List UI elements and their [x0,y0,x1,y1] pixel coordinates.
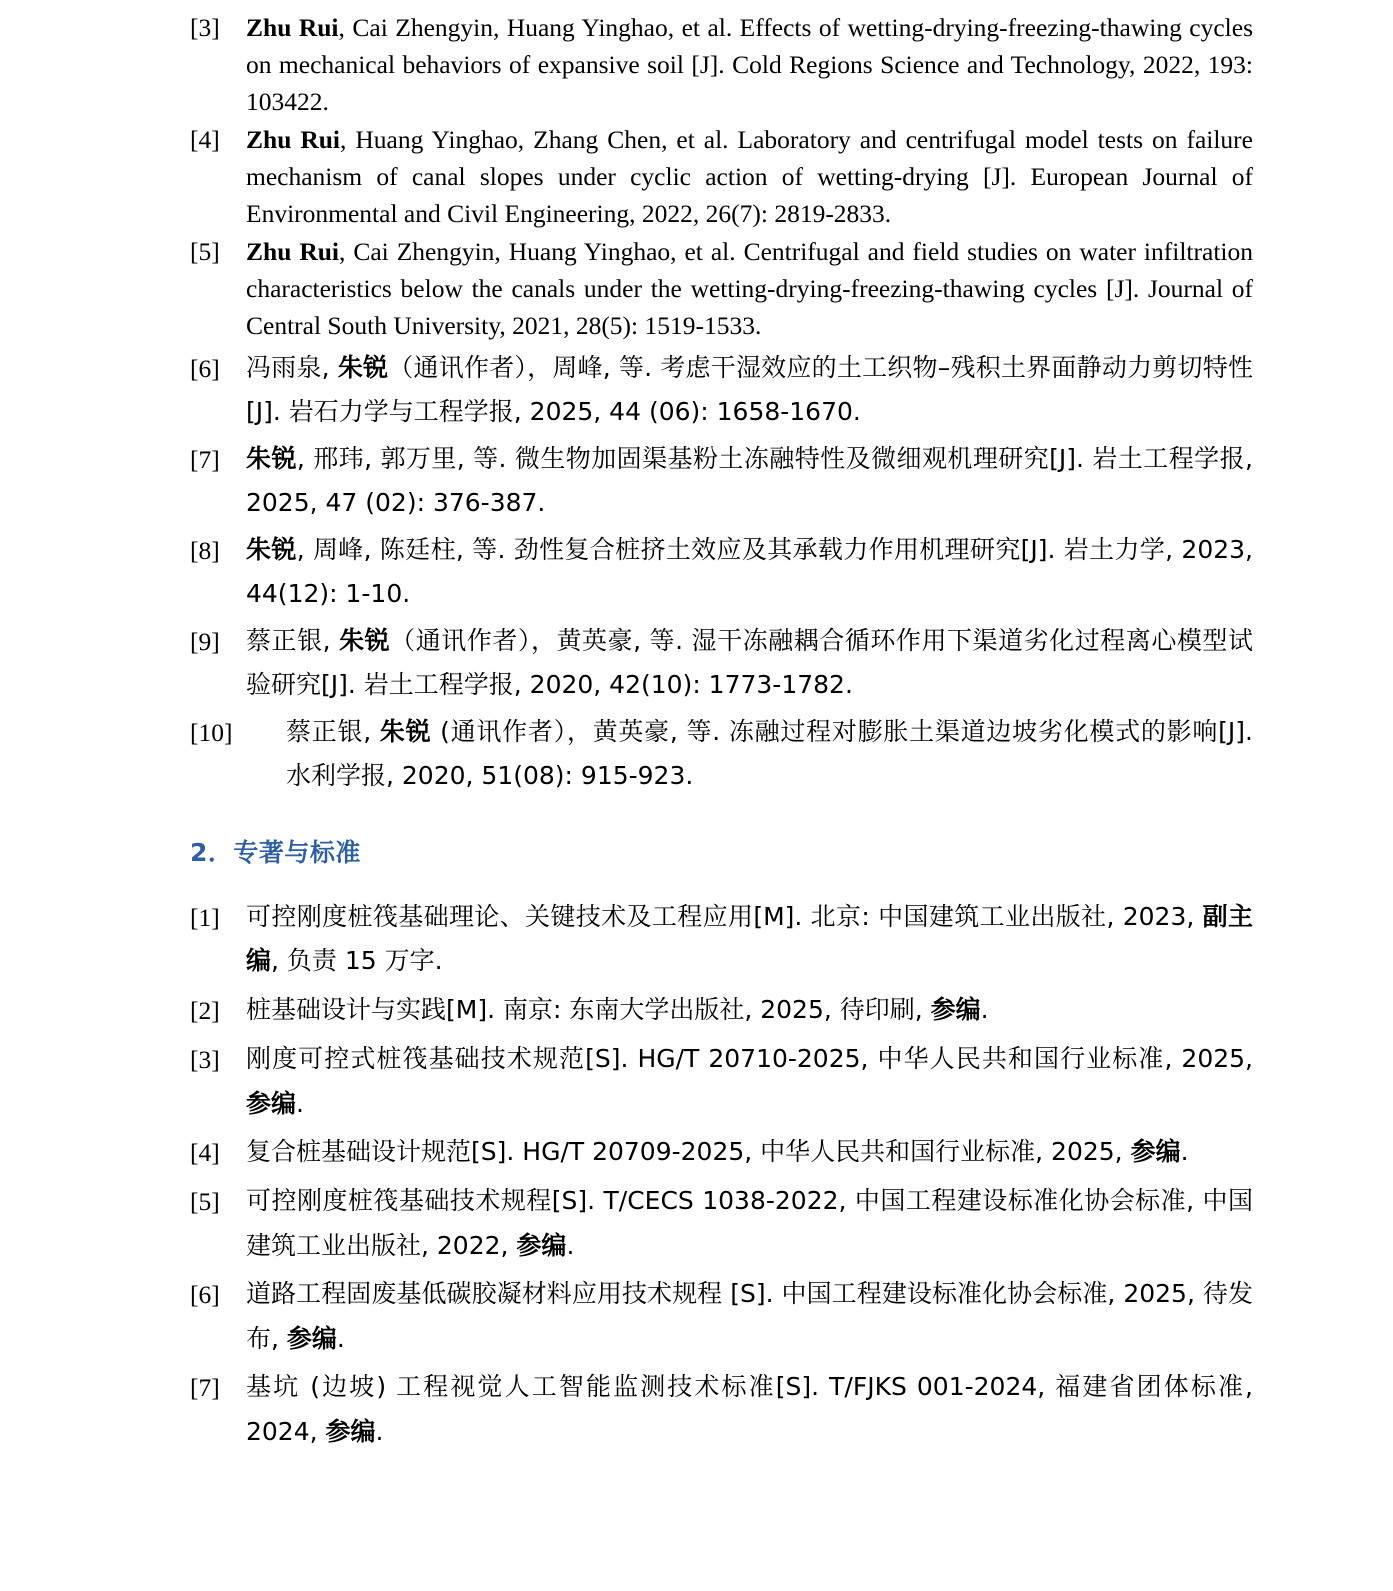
standard-entry [190,988,1253,1033]
plain-text: , Cai Zhengyin, Huang Yinghao, et al. Centrifugal and field studies on water infiltration characteristics below the canals under the wetting-drying-freezing-thawing cycles [J]. Journal of Central South University, 2021, 28(5): 1519-1533. [246,236,1253,340]
entry-marker: [9] [190,626,220,656]
entry-marker: [7] [190,444,220,474]
plain-text: 可控刚度桩筏基础技术规程[S]. T/CECS 1038-2022, 中国工程建设标准化协会标准, 中国建筑工业出版社, 2022, [246,1186,1253,1260]
references-section-1 [190,10,1253,799]
emphasis-text: 参编 [516,1230,567,1260]
entry-text [246,234,1253,345]
plain-text: . [1180,1137,1189,1167]
standard-entry [190,1272,1253,1361]
entry-marker: [5] [190,1187,220,1217]
plain-text: 桩基础设计与实践[M]. 南京: 东南大学出版社, 2025, 待印刷, [246,994,931,1024]
plain-text: 蔡正银, [286,716,380,746]
plain-text: 复合桩基础设计规范[S]. HG/T 20709-2025, 中华人民共和国行业标准, 2025, [246,1137,1131,1167]
emphasis-text: 参编 [930,994,981,1024]
entry-text [246,437,1253,526]
emphasis-text: 朱锐 [246,443,297,473]
entry-marker: [4] [190,1138,220,1168]
entry-marker: [2] [190,995,220,1025]
standard-entry [190,1365,1253,1454]
standard-entry [190,1037,1253,1126]
entry-marker: [8] [190,535,220,565]
plain-text: . [566,1230,575,1260]
entry-text [246,1130,1253,1175]
emphasis-text: 副主编 [246,901,1253,976]
entry-text [246,346,1253,435]
emphasis-text: 参编 [286,1323,337,1353]
reference-entry [190,710,1253,799]
standard-entry [190,1179,1253,1268]
plain-text: , Huang Yinghao, Zhang Chen, et al. Laboratory and centrifugal model tests on failure mechanism of canal slopes under cyclic action of wetting-drying [J]. European Journal of Environmental and Civil Engineering, 2022, 26(7): 2819-2833. [246,124,1253,228]
emphasis-text: Zhu Rui [246,13,339,42]
reference-entry [190,234,1253,345]
emphasis-text: 朱锐 [339,625,391,655]
entry-text [246,1365,1253,1454]
entry-text [246,122,1253,233]
plain-text: （通讯作者），周峰, 等. 考虑干湿效应的土工织物–残积土界面静动力剪切特性 [J]. 岩石力学与工程学报, 2025, 44 (06): 1658-1670. [246,352,1253,427]
entry-text [246,1179,1253,1268]
entry-marker: [1] [190,902,220,932]
entry-text [246,895,1253,984]
emphasis-text: 朱锐 [337,352,389,382]
emphasis-text: 朱锐 [379,716,432,746]
entry-text [246,528,1253,617]
emphasis-text: 朱锐 [246,534,297,564]
entry-marker: [3] [190,1045,220,1075]
entry-text [246,1037,1253,1126]
plain-text: . [336,1323,345,1353]
emphasis-text: 参编 [1130,1137,1181,1167]
entry-marker: [5] [190,236,220,266]
standard-entry [190,895,1253,984]
plain-text: 可控刚度桩筏基础理论、关键技术及工程应用[M]. 北京: 中国建筑工业出版社, 2023, [246,901,1203,931]
plain-text: 蔡正银, [246,625,340,655]
emphasis-text: Zhu Rui [246,124,341,154]
plain-text: . [980,994,989,1024]
plain-text: . [296,1088,304,1118]
emphasis-text: 参编 [246,1088,297,1118]
plain-text: . [375,1416,384,1446]
entry-text [246,619,1253,708]
reference-entry [190,528,1253,617]
entry-marker: [7] [190,1373,220,1403]
entry-text [286,710,1253,799]
entry-text [246,1272,1253,1361]
plain-text: , 周峰, 陈廷柱, 等. 劲性复合桩挤土效应及其承载力作用机理研究[J]. 岩土力学, 2023, 44(12): 1-10. [246,534,1253,609]
emphasis-text: Zhu Rui [246,236,340,266]
plain-text: , 邢玮, 郭万里, 等. 微生物加固渠基粉土冻融特性及微细观机理研究[J]. 岩土工程学报, 2025, 47 (02): 376-387. [246,443,1253,518]
entry-marker: [10] [190,717,233,747]
references-section-2 [190,895,1253,1455]
standard-entry [190,1130,1253,1175]
entry-marker: [4] [190,124,220,154]
plain-text: （通讯作者），黄英豪, 等. 湿干冻融耦合循环作用下渠道劣化过程离心模型试验研究[J]. 岩土工程学报, 2020, 42(10): 1773-1782. [246,625,1253,700]
entry-text [246,988,1253,1033]
reference-entry [190,10,1253,121]
plain-text: , Cai Zhengyin, Huang Yinghao, et al. Effects of wetting-drying-freezing-thawing cycles on mechanical behaviors of expansive soil [J]. Cold Regions Science and Technology, 2022, 193: 103422. [246,13,1253,116]
plain-text: 冯雨泉, [246,352,338,382]
plain-text: 道路工程固废基低碳胶凝材料应用技术规程 [S]. 中国工程建设标准化协会标准, 2025, 待发布, [246,1279,1253,1353]
reference-entry [190,619,1253,708]
entry-marker: [6] [190,1280,220,1310]
plain-text: (通讯作者），黄英豪, 等. 冻融过程对膨胀土渠道边坡劣化模式的影响[J]. 水利学报, 2020, 51(08): 915-923. [286,716,1253,791]
plain-text: 刚度可控式桩筏基础技术规范[S]. HG/T 20710-2025, 中华人民共和国行业标准, 2025, [246,1044,1253,1074]
emphasis-text: 参编 [325,1416,376,1446]
reference-entry [190,346,1253,435]
section-title-2: 2．专著与标准 [190,837,361,867]
entry-marker: [6] [190,353,220,383]
plain-text: 基坑 (边坡) 工程视觉人工智能监测技术标准[S]. T/FJKS 001-2024, 福建省团体标准, 2024, [246,1372,1253,1446]
entry-marker: [3] [190,13,220,42]
reference-entry [190,437,1253,526]
entry-text [246,10,1253,121]
reference-entry [190,122,1253,233]
plain-text: , 负责 15 万字. [271,946,443,976]
